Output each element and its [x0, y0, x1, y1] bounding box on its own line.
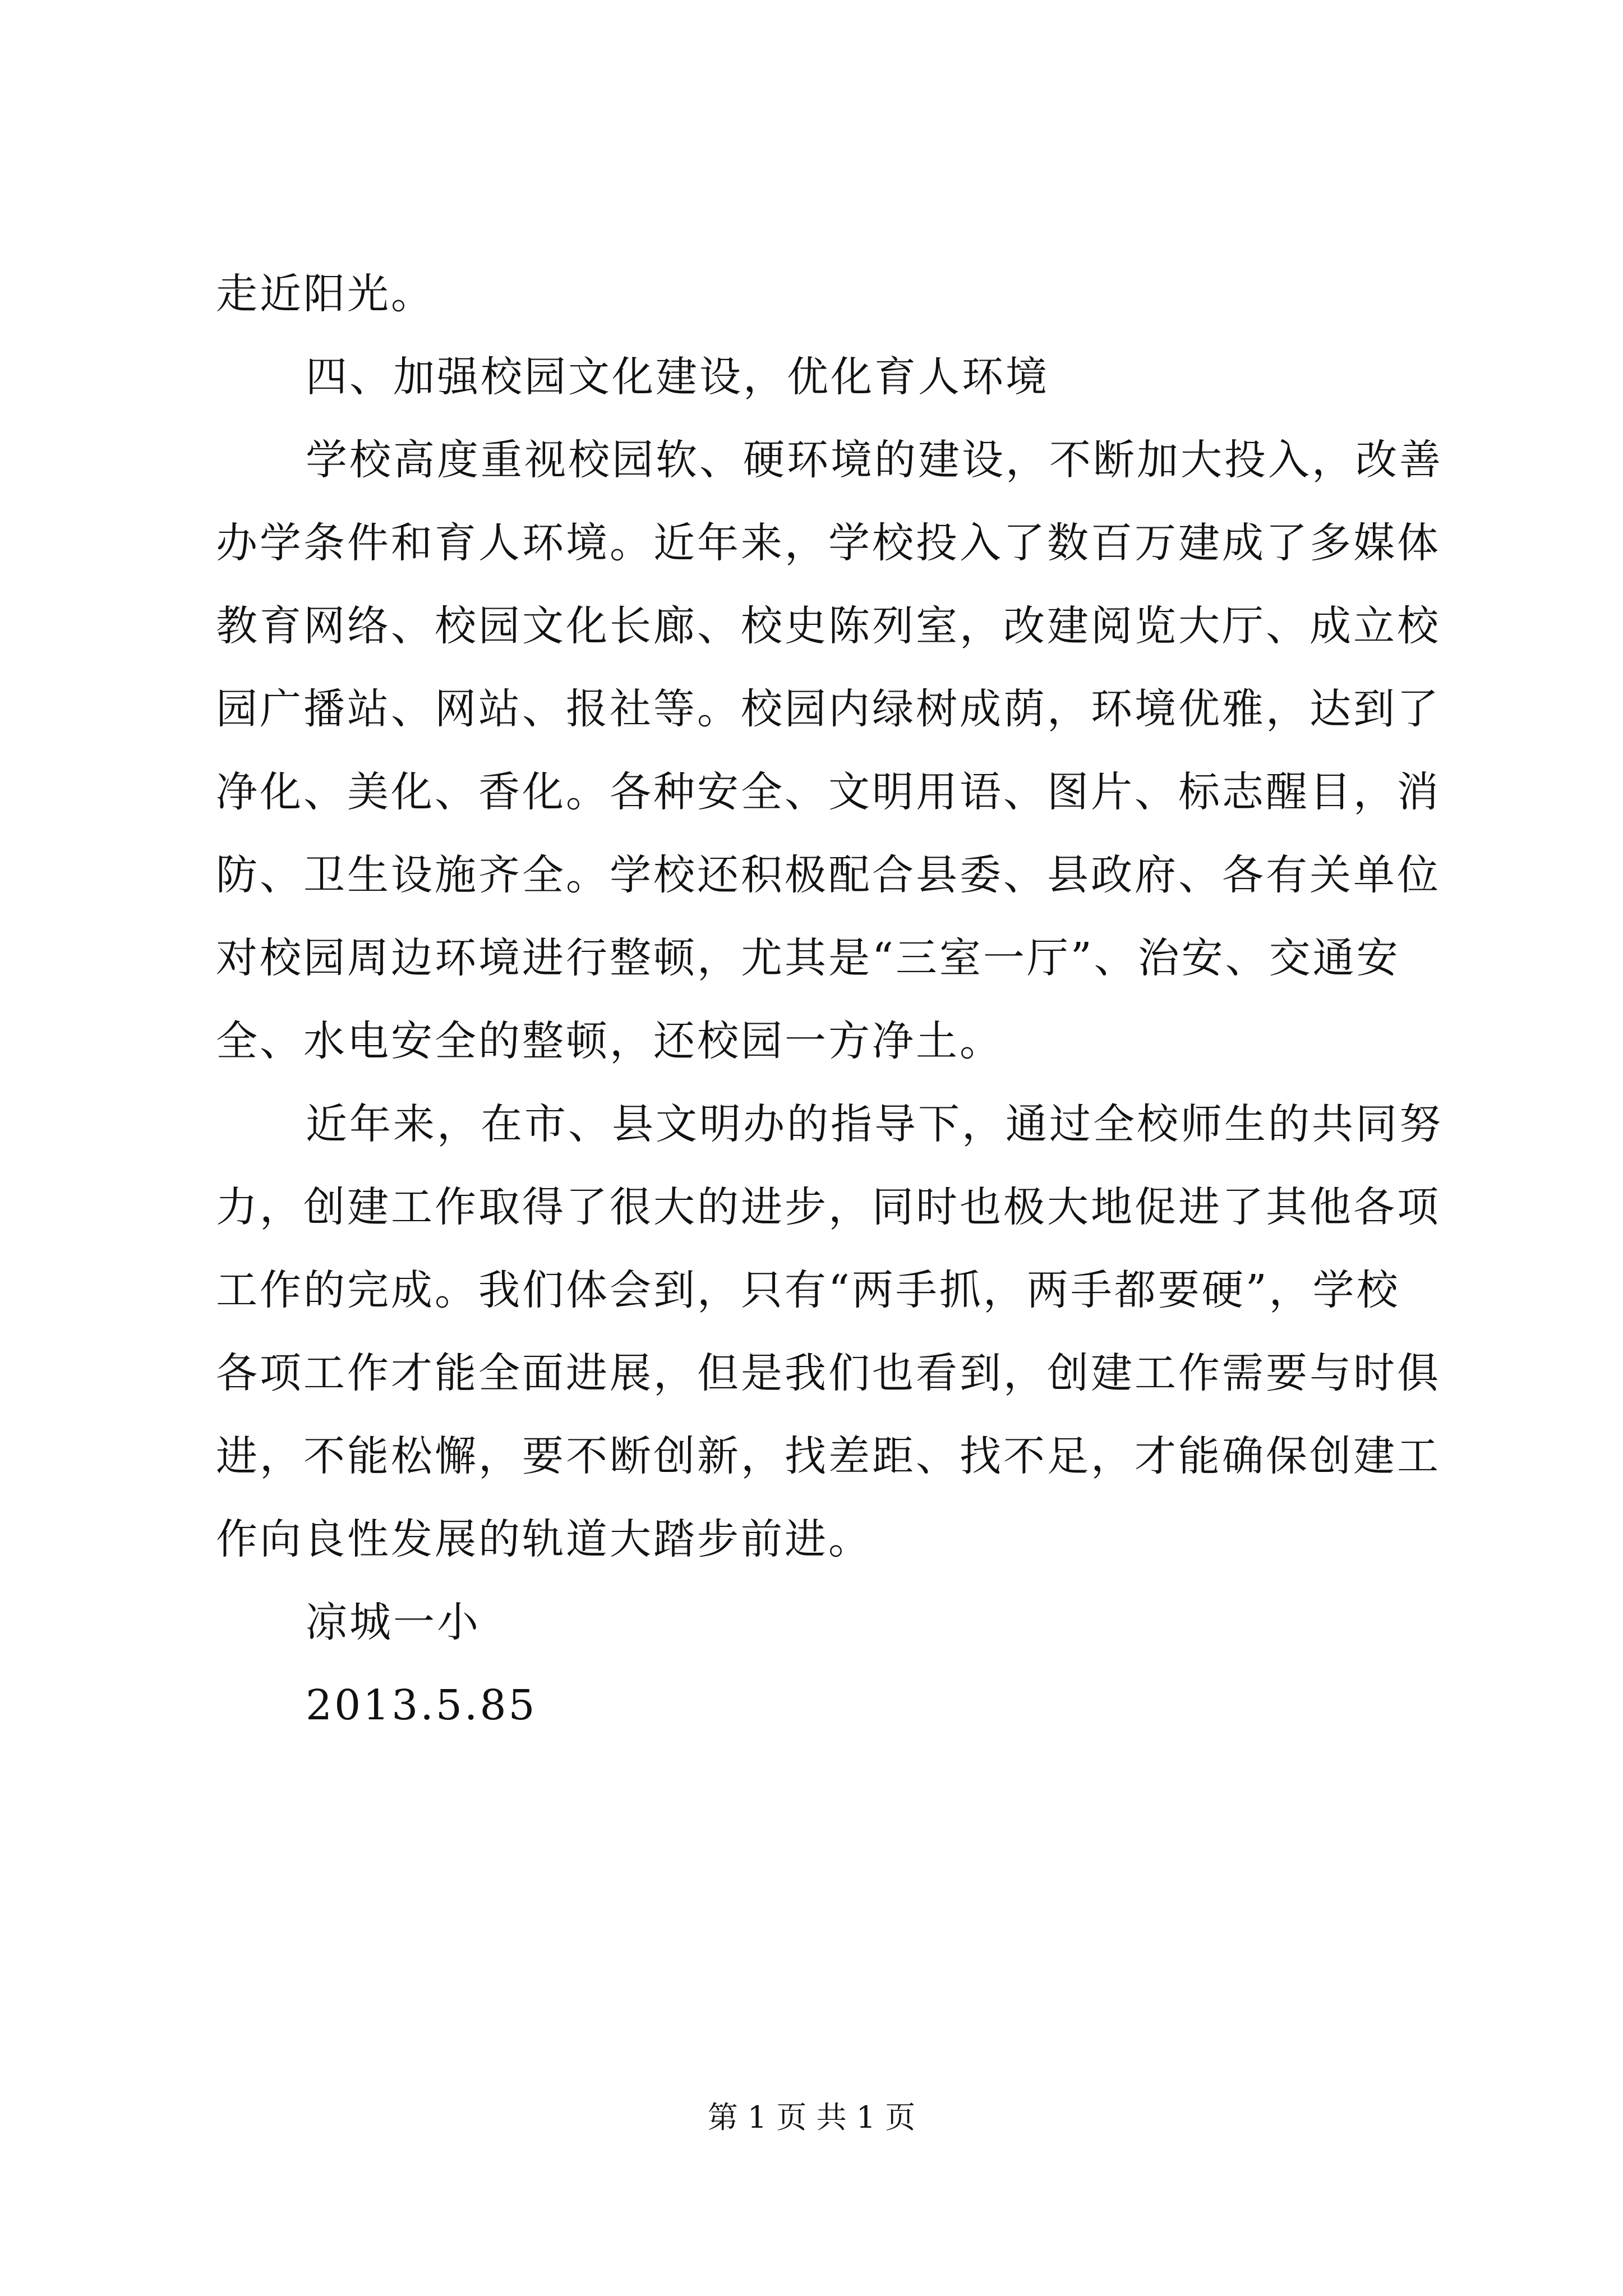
text-line: 对校园周边环境进行整顿，尤其是“三室一厅”、治安、交通安: [216, 934, 1400, 982]
text-line: 园广播站、网站、报社等。校园内绿树成荫，环境优雅，达到了: [216, 685, 1441, 733]
text-line: 防、卫生设施齐全。学校还积极配合县委、县政府、各有关单位: [216, 851, 1441, 899]
signature-date: 2013.5.85: [306, 1681, 537, 1729]
text-line: 走近阳光。: [216, 270, 435, 318]
text-line: 办学条件和育人环境。近年来，学校投入了数百万建成了多媒体: [216, 519, 1441, 567]
text-line: 学校高度重视校园软、硬环境的建设，不断加大投入，改善: [306, 436, 1443, 484]
text-line: 近年来，在市、县文明办的指导下，通过全校师生的共同努: [306, 1100, 1443, 1148]
text-line: 工作的完成。我们体会到，只有“两手抓，两手都要硬”，学校: [216, 1266, 1400, 1314]
text-line: 各项工作才能全面进展，但是我们也看到，创建工作需要与时俱: [216, 1349, 1441, 1397]
text-line: 全、水电安全的整顿，还校园一方净土。: [216, 1017, 1003, 1065]
signature-organization: 凉城一小: [306, 1598, 481, 1646]
document-body: [216, 252, 1443, 1747]
text-line: 作向良性发展的轨道大踏步前进。: [216, 1515, 872, 1563]
section-heading: 四、加强校园文化建设，优化育人环境: [306, 353, 1049, 401]
text-line: 进，不能松懈，要不断创新，找差距、找不足，才能确保创建工: [216, 1432, 1441, 1480]
page-footer: 第 1 页 共 1 页: [707, 2100, 916, 2135]
text-line: 净化、美化、香化。各种安全、文明用语、图片、标志醒目，消: [216, 768, 1441, 816]
text-line: 力，创建工作取得了很大的进步，同时也极大地促进了其他各项: [216, 1183, 1441, 1231]
text-line: 教育网络、校园文化长廊、校史陈列室，改建阅览大厅、成立校: [216, 602, 1441, 650]
